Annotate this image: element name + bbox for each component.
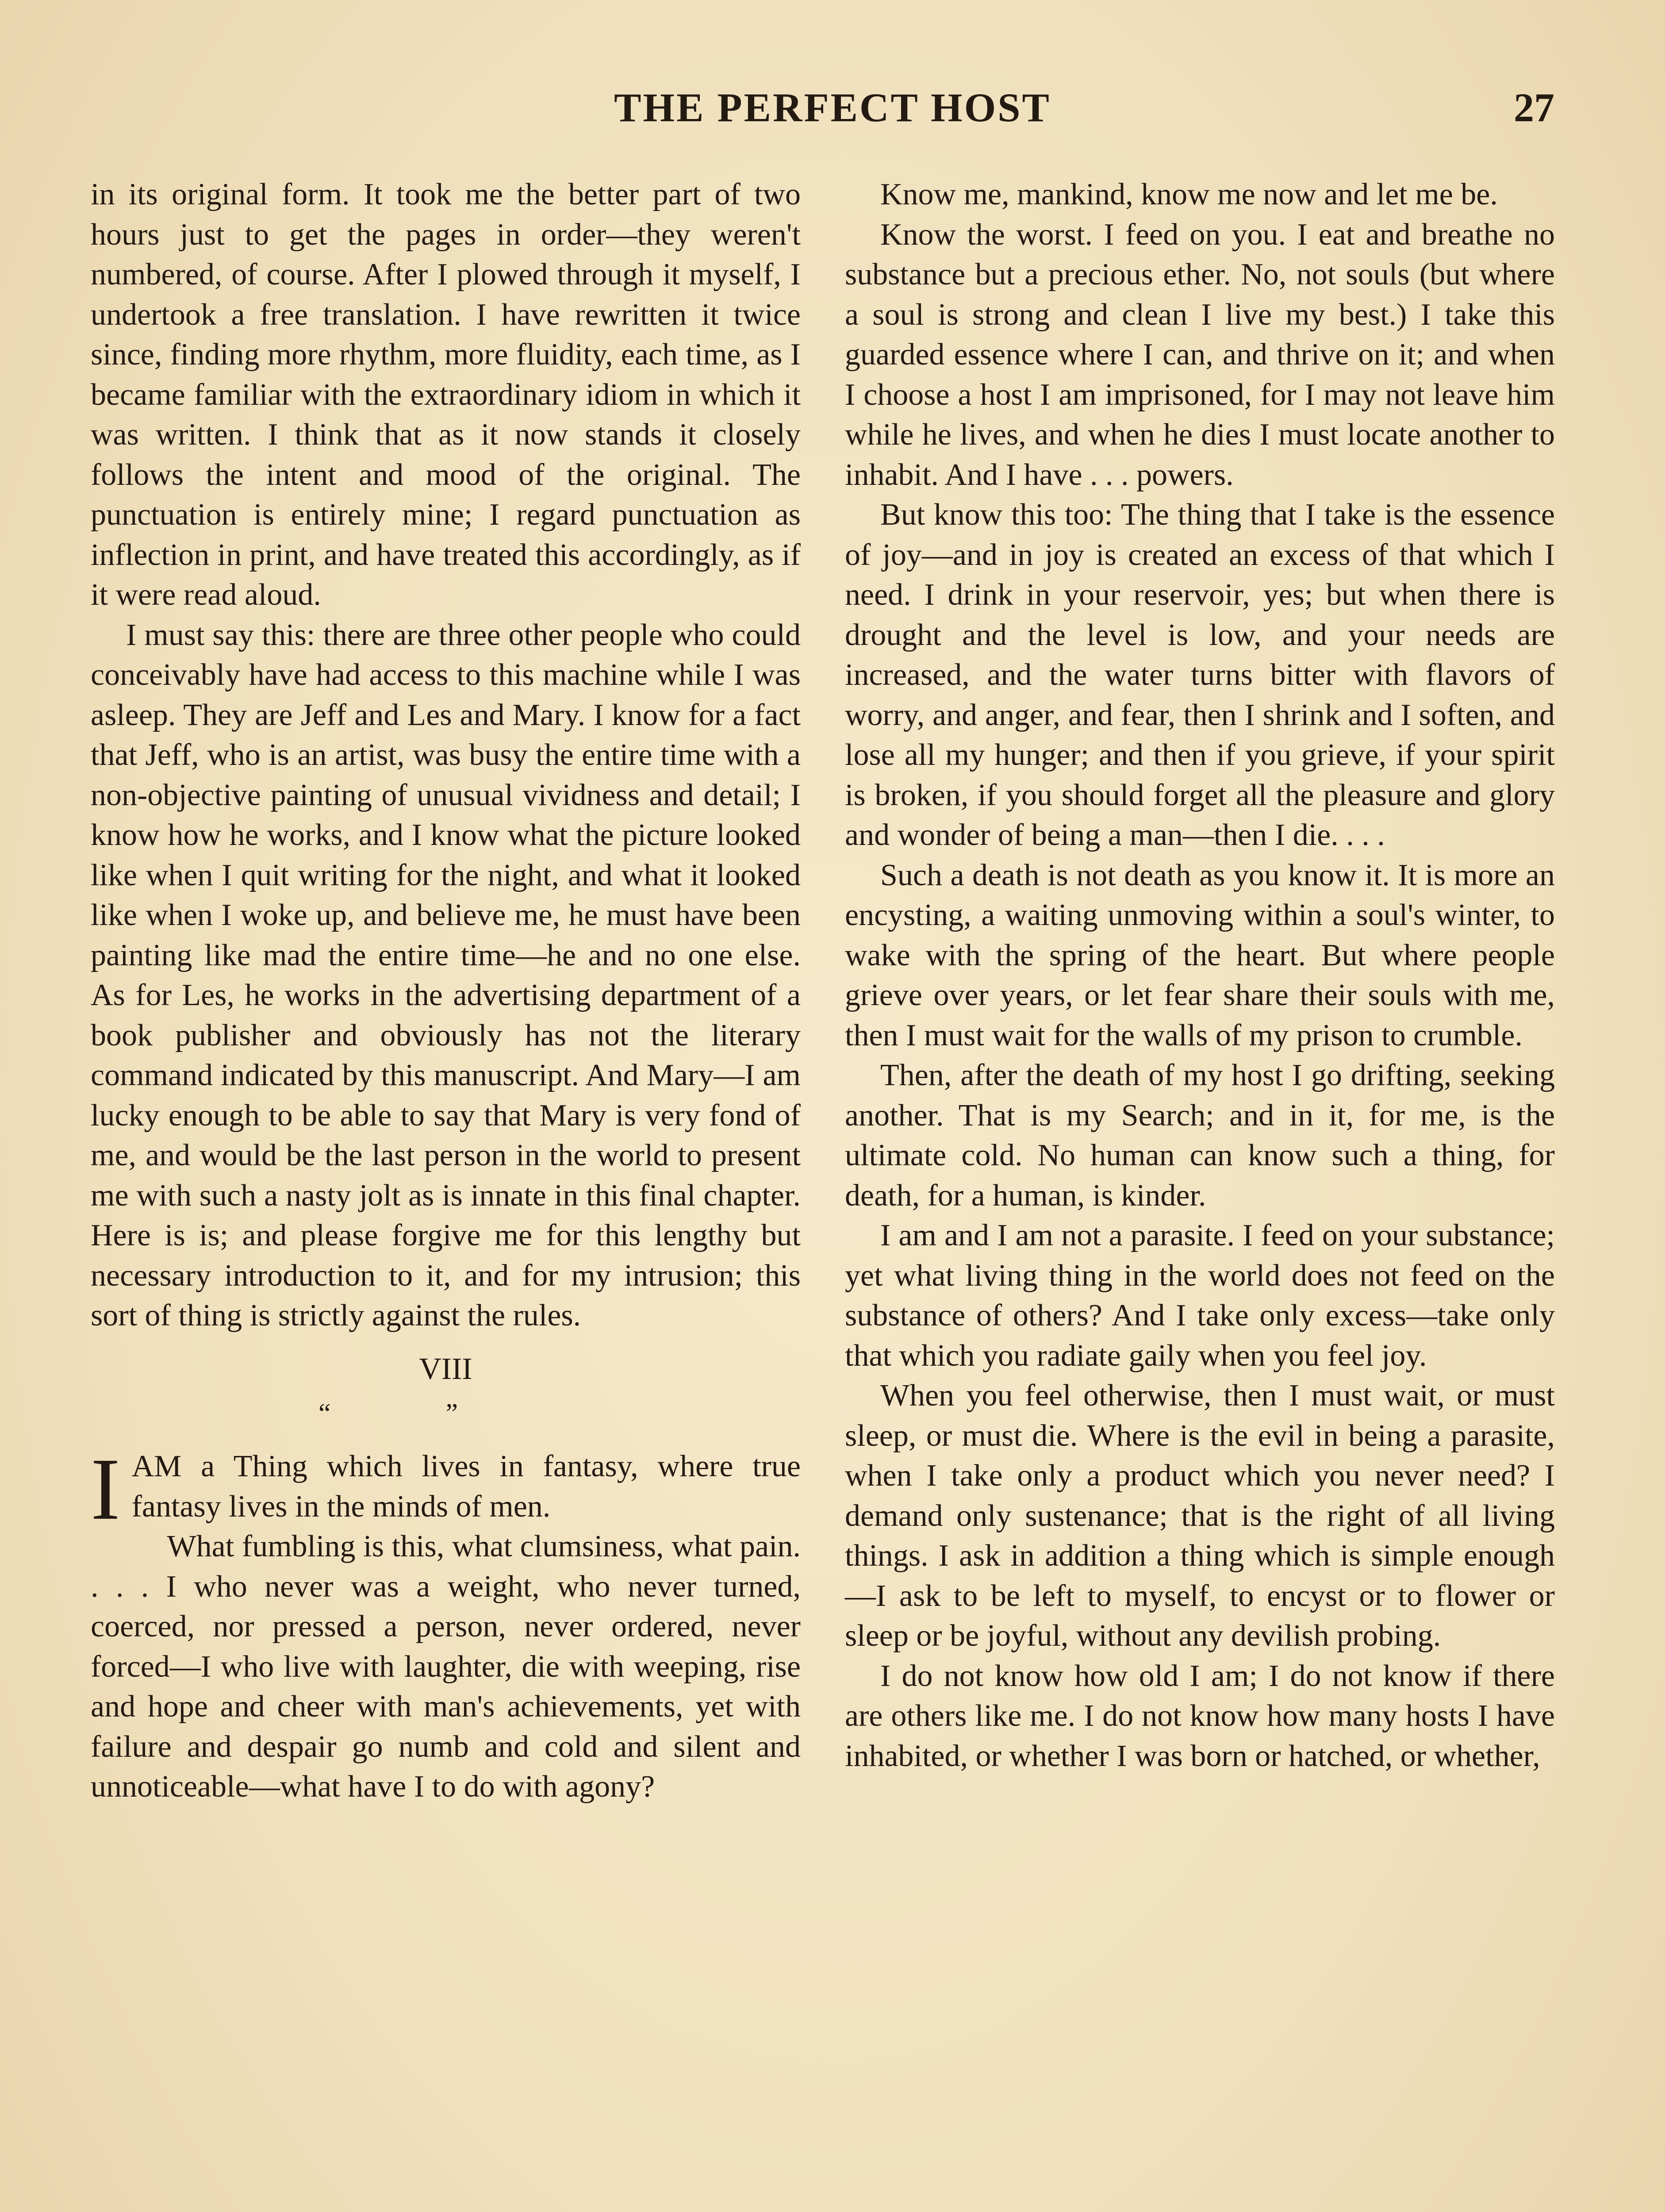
paragraph: Then, after the death of my host I go drifting, seeking another. That is my Search; and in it, for me, is the ultimate cold. No human can know such a thing, for death, for a human, is kinder. bbox=[845, 1058, 1555, 1213]
left-column bbox=[91, 175, 801, 1807]
paragraph: I am and I am not a parasite. I feed on your substance; yet what living thing in the world does not feed on the substance of others? And I take only excess—take only that which you radiate gaily when you feel joy. bbox=[845, 1218, 1555, 1373]
page-header bbox=[0, 75, 1665, 137]
paragraph: What fumbling is this, what clumsiness, what pain. . . . I who never was a weight, who never turned, coerced, nor pressed a person, never ordered, never forced—I who live with laughter, die with weeping, rise and hope and cheer with man's achievements, yet with failure and despair go numb and cold and silent and unnoticeable—what have I to do with agony? bbox=[91, 1529, 801, 1804]
paragraph: Know me, mankind, know me now and let me be. bbox=[880, 177, 1498, 211]
right-column bbox=[845, 175, 1555, 1776]
open-quote: “ bbox=[318, 1398, 446, 1429]
paragraph: Such a death is not death as you know it. It is more an encysting, a waiting unmoving within a soul's winter, to wake with the spring of the heart. But where people grieve over years, or let fear share their souls with me, then I must wait for the walls of my prison to crumble. bbox=[845, 858, 1555, 1052]
drop-cap: I bbox=[91, 1440, 120, 1538]
paragraph: I do not know how old I am; I do not know if there are others like me. I do not know how many hosts I have inhabited, or whether I was born or hatched, or whether, bbox=[845, 1659, 1555, 1773]
paragraph: Know the worst. I feed on you. I eat and breathe no substance but a precious ether. No, not souls (but where a soul is strong and clean I live my best.) I take this guarded essence where I can, and thrive on it; and when I choose a host I am imprisoned, for I may not leave him while he lives, and when he dies I must locate another to inhabit. And I have . . . powers. bbox=[845, 217, 1555, 492]
paragraph: I must say this: there are three other people who could conceivably have had access to this machine while I was asleep. They are Jeff and Les and Mary. I know for a fact that Jeff, who is an artist, was busy the entire time with a non-objective painting of unusual vividness and detail; I know how he works, and I know what the picture looked like when I quit writing for the night, and what it looked like when I woke up, and believe me, he must have been painting like mad the entire time—he and no one else. As for Les, he works in the advertising department of a book publisher and obviously has not the literary command indicated by this manuscript. And Mary—I am lucky enough to be able to say that Mary is very fond of me, and would be the last person in the world to present me with such a nasty jolt as is innate in this final chapter. Here is is; and please forgive me for this lengthy but necessary introduction to it, and for my intrusion; this sort of thing is strictly against the rules. bbox=[91, 618, 801, 1333]
paragraph: But know this too: The thing that I take is the essence of joy—and in joy is created an excess of that which I need. I drink in your reservoir, yes; but when there is drought and the level is low, and your needs are increased, and the water turns bitter with flavors of worry, and anger, and fear, then I shrink and I soften, and lose all my hunger; and then if you grieve, if your spirit is broken, if you should forget all the pleasure and glory and wonder of being a man—then I die. . . . bbox=[845, 498, 1555, 852]
opening-paragraph-text: AM a Thing which lives in fantasy, where true fantasy lives in the minds of men. bbox=[131, 1449, 801, 1524]
page-number: 27 bbox=[1514, 85, 1554, 130]
chapter-title-quotes bbox=[91, 1394, 801, 1447]
opening-paragraph bbox=[91, 1440, 801, 1538]
running-head-title: THE PERFECT HOST bbox=[614, 85, 1051, 130]
close-quote: ” bbox=[445, 1398, 573, 1429]
chapter-heading: VIII bbox=[419, 1352, 472, 1386]
paragraph: in its original form. It took me the better part of two hours just to get the pages in order—they weren't numbered, of course. After I plowed through it myself, I undertook a free translation. I have rewritten it twice since, finding more rhythm, more fluidity, each time, as I became familiar with the extraordinary idiom in which it was written. I think that as it now stands it closely follows the intent and mood of the original. The punctuation is entirely mine; I regard punctuation as inflection in print, and have treated this accordingly, as if it were read aloud. bbox=[91, 177, 801, 612]
paragraph: When you feel otherwise, then I must wait, or must sleep, or must die. Where is the evil in being a parasite, when I take only a product which you never need? I demand only sustenance; that is the right of all living things. I ask in addition a thing which is simple enough—I ask to be left to myself, to encyst or to flower or sleep or be joyful, without any devilish probing. bbox=[845, 1379, 1555, 1653]
